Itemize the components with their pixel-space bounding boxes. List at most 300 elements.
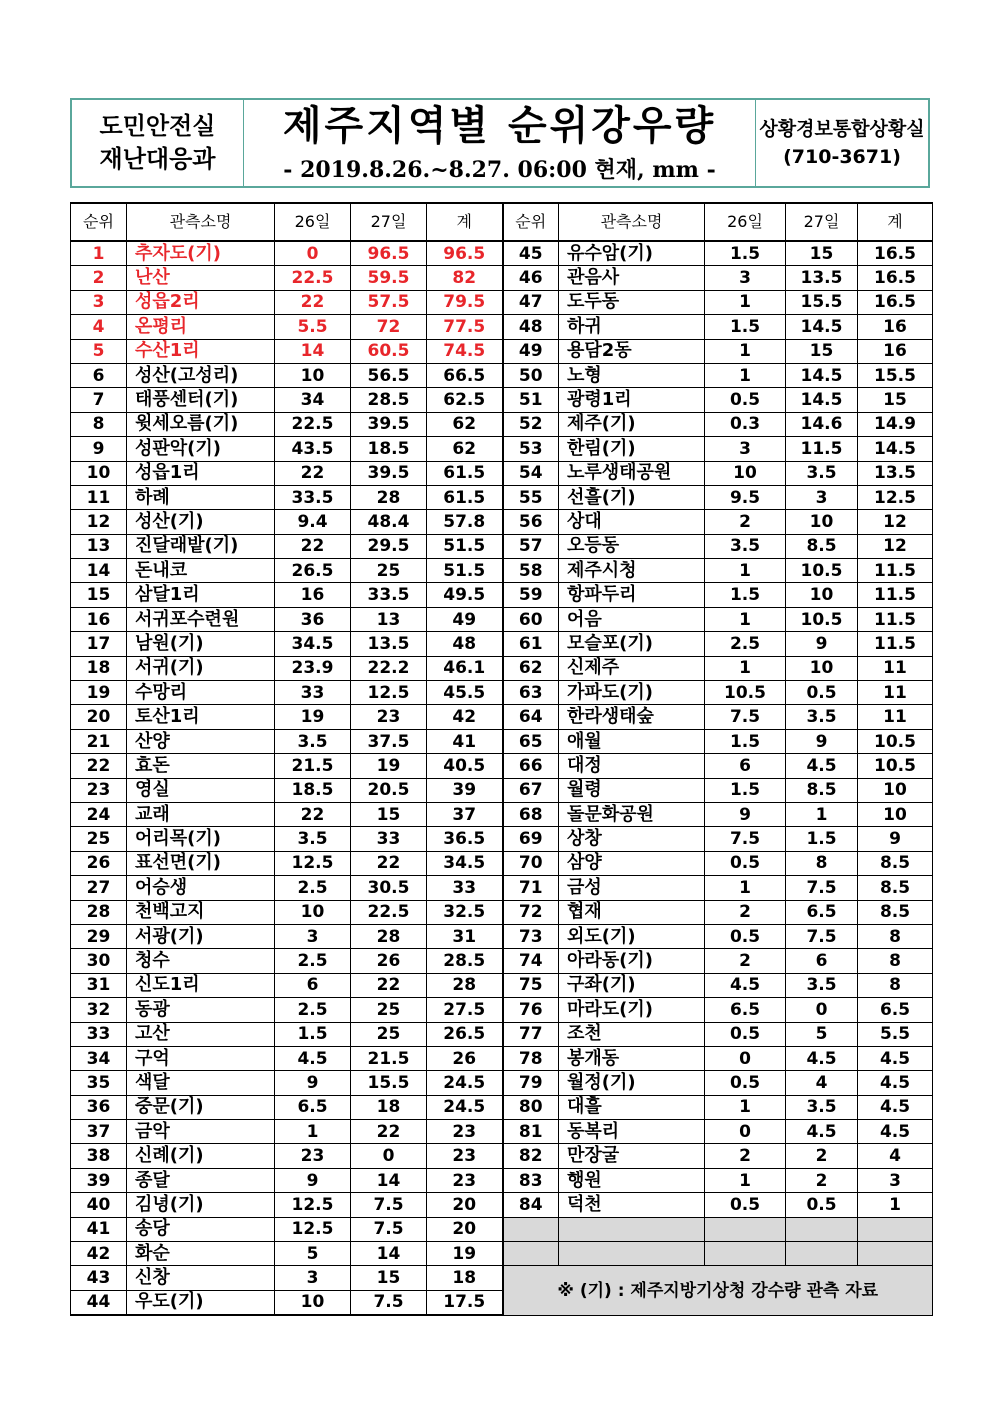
right-d26-cell: 0.3 bbox=[705, 412, 786, 436]
left-station-cell: 어리목(기) bbox=[127, 827, 275, 851]
right-d26-cell: 2 bbox=[705, 510, 786, 534]
right-d27-cell: 3.5 bbox=[786, 973, 858, 997]
blank-cell bbox=[705, 1217, 786, 1241]
report-subtitle: - 2019.8.26.~8.27. 06:00 현재, mm - bbox=[283, 156, 716, 183]
left-station-cell: 종달 bbox=[127, 1168, 275, 1192]
left-station-cell: 태풍센터(기) bbox=[127, 388, 275, 412]
left-total-cell: 48 bbox=[427, 632, 503, 656]
left-d27-cell: 14 bbox=[351, 1168, 427, 1192]
left-station-cell: 교래 bbox=[127, 802, 275, 826]
right-total-cell: 16 bbox=[858, 315, 933, 339]
right-station-cell: 용담2동 bbox=[559, 339, 705, 363]
table-row bbox=[71, 1242, 933, 1266]
left-rank-cell: 19 bbox=[71, 681, 127, 705]
right-d26-cell: 9 bbox=[705, 802, 786, 826]
table-row bbox=[71, 1022, 933, 1046]
right-station-cell: 상대 bbox=[559, 510, 705, 534]
table-row bbox=[71, 412, 933, 436]
table-row bbox=[71, 1046, 933, 1070]
table-row bbox=[71, 681, 933, 705]
left-rank-cell: 3 bbox=[71, 290, 127, 314]
left-rank-cell: 26 bbox=[71, 851, 127, 875]
left-d26-cell: 9 bbox=[275, 1168, 351, 1192]
right-d27-cell: 4.5 bbox=[786, 1120, 858, 1144]
left-d26-cell: 19 bbox=[275, 705, 351, 729]
right-total-cell: 8.5 bbox=[858, 876, 933, 900]
right-d26-cell: 2 bbox=[705, 949, 786, 973]
right-rank-cell: 52 bbox=[503, 412, 559, 436]
right-d26-cell: 0.5 bbox=[705, 851, 786, 875]
left-total-cell: 18 bbox=[427, 1266, 503, 1290]
left-total-cell: 62 bbox=[427, 437, 503, 461]
left-rank-cell: 4 bbox=[71, 315, 127, 339]
right-d27-cell: 14.5 bbox=[786, 363, 858, 387]
left-d26-cell: 22 bbox=[275, 534, 351, 558]
right-station-cell: 협재 bbox=[559, 900, 705, 924]
right-rank-cell: 51 bbox=[503, 388, 559, 412]
right-rank-cell: 78 bbox=[503, 1046, 559, 1070]
left-d27-cell: 7.5 bbox=[351, 1193, 427, 1217]
right-d27-cell: 3 bbox=[786, 485, 858, 509]
left-d26-cell: 2.5 bbox=[275, 949, 351, 973]
right-d27-cell: 8 bbox=[786, 851, 858, 875]
right-total-cell: 14.5 bbox=[858, 437, 933, 461]
report-title: 제주지역별 순위강우량 bbox=[282, 102, 717, 149]
left-rank-cell: 14 bbox=[71, 559, 127, 583]
left-rank-cell: 17 bbox=[71, 632, 127, 656]
table-row bbox=[71, 802, 933, 826]
left-rank-cell: 12 bbox=[71, 510, 127, 534]
right-total-cell: 8 bbox=[858, 973, 933, 997]
right-d26-cell: 6 bbox=[705, 754, 786, 778]
left-d26-cell: 9 bbox=[275, 1071, 351, 1095]
left-total-cell: 32.5 bbox=[427, 900, 503, 924]
left-d26-cell: 6.5 bbox=[275, 1095, 351, 1119]
right-station-cell: 항파두리 bbox=[559, 583, 705, 607]
right-total-cell: 11.5 bbox=[858, 632, 933, 656]
left-station-cell: 표선면(기) bbox=[127, 851, 275, 875]
left-station-cell: 김녕(기) bbox=[127, 1193, 275, 1217]
right-d27-cell: 10 bbox=[786, 656, 858, 680]
left-total-cell: 26.5 bbox=[427, 1022, 503, 1046]
left-d27-cell: 72 bbox=[351, 315, 427, 339]
right-rank-cell: 55 bbox=[503, 485, 559, 509]
right-d27-cell: 0.5 bbox=[786, 1193, 858, 1217]
left-total-cell: 24.5 bbox=[427, 1071, 503, 1095]
table-row bbox=[71, 388, 933, 412]
left-rank-cell: 23 bbox=[71, 778, 127, 802]
left-d26-cell: 22.5 bbox=[275, 412, 351, 436]
right-total-cell: 11 bbox=[858, 681, 933, 705]
left-total-cell: 24.5 bbox=[427, 1095, 503, 1119]
right-rank-cell: 76 bbox=[503, 998, 559, 1022]
blank-cell bbox=[858, 1217, 933, 1241]
right-total-cell: 8.5 bbox=[858, 851, 933, 875]
table-row bbox=[71, 485, 933, 509]
right-station-cell: 광령1리 bbox=[559, 388, 705, 412]
right-rank-cell: 61 bbox=[503, 632, 559, 656]
table-row bbox=[71, 241, 933, 266]
left-d26-cell: 12.5 bbox=[275, 1193, 351, 1217]
left-rank-cell: 7 bbox=[71, 388, 127, 412]
left-station-cell: 성산(기) bbox=[127, 510, 275, 534]
left-total-cell: 40.5 bbox=[427, 754, 503, 778]
left-d27-cell: 21.5 bbox=[351, 1046, 427, 1070]
right-total-cell: 8 bbox=[858, 949, 933, 973]
table-row bbox=[71, 510, 933, 534]
left-total-cell: 37 bbox=[427, 802, 503, 826]
right-rank-cell: 59 bbox=[503, 583, 559, 607]
left-d27-cell: 28 bbox=[351, 924, 427, 948]
left-d27-cell: 19 bbox=[351, 754, 427, 778]
right-station-cell: 선흘(기) bbox=[559, 485, 705, 509]
left-total-cell: 51.5 bbox=[427, 559, 503, 583]
left-d27-cell: 15 bbox=[351, 802, 427, 826]
left-station-cell: 수산1리 bbox=[127, 339, 275, 363]
right-d27-cell: 0 bbox=[786, 998, 858, 1022]
right-station-cell: 모슬포(기) bbox=[559, 632, 705, 656]
right-d27-cell: 10 bbox=[786, 583, 858, 607]
right-station-cell: 노형 bbox=[559, 363, 705, 387]
right-d26-cell: 7.5 bbox=[705, 827, 786, 851]
right-d27-cell: 15 bbox=[786, 339, 858, 363]
left-station-cell: 서귀포수련원 bbox=[127, 607, 275, 631]
right-rank-cell: 56 bbox=[503, 510, 559, 534]
right-d27-cell: 8.5 bbox=[786, 778, 858, 802]
left-d27-cell: 22.2 bbox=[351, 656, 427, 680]
right-d27-cell: 4.5 bbox=[786, 754, 858, 778]
left-total-cell: 49 bbox=[427, 607, 503, 631]
blank-cell bbox=[503, 1217, 559, 1241]
right-d26-cell: 0.5 bbox=[705, 1071, 786, 1095]
left-rank-cell: 33 bbox=[71, 1022, 127, 1046]
table-row bbox=[71, 559, 933, 583]
right-rank-cell: 72 bbox=[503, 900, 559, 924]
right-total-cell: 4.5 bbox=[858, 1120, 933, 1144]
left-rank-cell: 30 bbox=[71, 949, 127, 973]
right-d26-cell: 6.5 bbox=[705, 998, 786, 1022]
right-total-cell: 15.5 bbox=[858, 363, 933, 387]
left-rank-cell: 32 bbox=[71, 998, 127, 1022]
left-d26-cell: 6 bbox=[275, 973, 351, 997]
right-d27-cell: 14.5 bbox=[786, 388, 858, 412]
col-d27-left: 27일 bbox=[351, 203, 427, 241]
right-station-cell: 대흘 bbox=[559, 1095, 705, 1119]
table-row bbox=[71, 1120, 933, 1144]
col-total-right: 계 bbox=[858, 203, 933, 241]
right-rank-cell: 67 bbox=[503, 778, 559, 802]
left-d26-cell: 3.5 bbox=[275, 827, 351, 851]
right-d26-cell: 0.5 bbox=[705, 924, 786, 948]
left-d27-cell: 18 bbox=[351, 1095, 427, 1119]
left-total-cell: 61.5 bbox=[427, 485, 503, 509]
left-station-cell: 추자도(기) bbox=[127, 241, 275, 266]
right-station-cell: 조천 bbox=[559, 1022, 705, 1046]
left-d26-cell: 12.5 bbox=[275, 1217, 351, 1241]
right-station-cell: 어음 bbox=[559, 607, 705, 631]
left-station-cell: 성산(고성리) bbox=[127, 363, 275, 387]
left-station-cell: 효돈 bbox=[127, 754, 275, 778]
table-row bbox=[71, 534, 933, 558]
left-d26-cell: 10 bbox=[275, 900, 351, 924]
left-total-cell: 62.5 bbox=[427, 388, 503, 412]
right-d27-cell: 9 bbox=[786, 632, 858, 656]
right-total-cell: 16 bbox=[858, 339, 933, 363]
left-d27-cell: 13.5 bbox=[351, 632, 427, 656]
left-d27-cell: 7.5 bbox=[351, 1217, 427, 1241]
table-row bbox=[71, 1095, 933, 1119]
col-total-left: 계 bbox=[427, 203, 503, 241]
right-d26-cell: 2 bbox=[705, 900, 786, 924]
right-d26-cell: 3 bbox=[705, 266, 786, 290]
contact-box bbox=[755, 100, 928, 186]
left-station-cell: 신례(기) bbox=[127, 1144, 275, 1168]
left-d27-cell: 12.5 bbox=[351, 681, 427, 705]
right-rank-cell: 63 bbox=[503, 681, 559, 705]
left-rank-cell: 9 bbox=[71, 437, 127, 461]
right-rank-cell: 65 bbox=[503, 729, 559, 753]
right-station-cell: 동복리 bbox=[559, 1120, 705, 1144]
right-station-cell: 상창 bbox=[559, 827, 705, 851]
left-d26-cell: 9.4 bbox=[275, 510, 351, 534]
right-rank-cell: 84 bbox=[503, 1193, 559, 1217]
left-station-cell: 어승생 bbox=[127, 876, 275, 900]
table-row bbox=[71, 949, 933, 973]
left-rank-cell: 20 bbox=[71, 705, 127, 729]
left-d27-cell: 33.5 bbox=[351, 583, 427, 607]
right-d26-cell: 4.5 bbox=[705, 973, 786, 997]
blank-cell bbox=[559, 1217, 705, 1241]
right-d26-cell: 2.5 bbox=[705, 632, 786, 656]
left-d26-cell: 22.5 bbox=[275, 266, 351, 290]
left-d26-cell: 22 bbox=[275, 461, 351, 485]
left-total-cell: 42 bbox=[427, 705, 503, 729]
col-d26-left: 26일 bbox=[275, 203, 351, 241]
department-line2: 재난대응과 bbox=[99, 145, 216, 173]
right-total-cell: 6.5 bbox=[858, 998, 933, 1022]
left-d27-cell: 15.5 bbox=[351, 1071, 427, 1095]
right-d27-cell: 11.5 bbox=[786, 437, 858, 461]
left-total-cell: 49.5 bbox=[427, 583, 503, 607]
table-row bbox=[71, 632, 933, 656]
right-station-cell: 애월 bbox=[559, 729, 705, 753]
left-d27-cell: 14 bbox=[351, 1242, 427, 1266]
left-rank-cell: 25 bbox=[71, 827, 127, 851]
left-station-cell: 돈내코 bbox=[127, 559, 275, 583]
left-station-cell: 성판악(기) bbox=[127, 437, 275, 461]
right-d27-cell: 10.5 bbox=[786, 607, 858, 631]
right-station-cell: 한림(기) bbox=[559, 437, 705, 461]
left-rank-cell: 24 bbox=[71, 802, 127, 826]
left-total-cell: 62 bbox=[427, 412, 503, 436]
right-station-cell: 제주시청 bbox=[559, 559, 705, 583]
right-rank-cell: 71 bbox=[503, 876, 559, 900]
table-row bbox=[71, 656, 933, 680]
left-d27-cell: 25 bbox=[351, 559, 427, 583]
right-station-cell: 덕천 bbox=[559, 1193, 705, 1217]
table-row bbox=[71, 1266, 933, 1290]
left-rank-cell: 36 bbox=[71, 1095, 127, 1119]
left-total-cell: 79.5 bbox=[427, 290, 503, 314]
right-d26-cell: 1 bbox=[705, 607, 786, 631]
left-total-cell: 19 bbox=[427, 1242, 503, 1266]
right-total-cell: 1 bbox=[858, 1193, 933, 1217]
right-rank-cell: 80 bbox=[503, 1095, 559, 1119]
right-d26-cell: 1 bbox=[705, 339, 786, 363]
left-total-cell: 17.5 bbox=[427, 1290, 503, 1315]
left-total-cell: 66.5 bbox=[427, 363, 503, 387]
table-row bbox=[71, 583, 933, 607]
table-header-row bbox=[71, 203, 933, 241]
right-total-cell: 11 bbox=[858, 705, 933, 729]
right-station-cell: 봉개동 bbox=[559, 1046, 705, 1070]
right-total-cell: 11 bbox=[858, 656, 933, 680]
right-d27-cell: 14.5 bbox=[786, 315, 858, 339]
right-station-cell: 제주(기) bbox=[559, 412, 705, 436]
col-rank-left: 순위 bbox=[71, 203, 127, 241]
table-row bbox=[71, 754, 933, 778]
left-d27-cell: 20.5 bbox=[351, 778, 427, 802]
left-station-cell: 영실 bbox=[127, 778, 275, 802]
left-station-cell: 고산 bbox=[127, 1022, 275, 1046]
right-rank-cell: 58 bbox=[503, 559, 559, 583]
right-station-cell: 아라동(기) bbox=[559, 949, 705, 973]
left-station-cell: 색달 bbox=[127, 1071, 275, 1095]
right-total-cell: 11.5 bbox=[858, 559, 933, 583]
right-d26-cell: 0.5 bbox=[705, 1022, 786, 1046]
left-d26-cell: 2.5 bbox=[275, 876, 351, 900]
left-total-cell: 28.5 bbox=[427, 949, 503, 973]
right-rank-cell: 62 bbox=[503, 656, 559, 680]
left-d27-cell: 39.5 bbox=[351, 412, 427, 436]
right-d27-cell: 0.5 bbox=[786, 681, 858, 705]
right-d26-cell: 1 bbox=[705, 290, 786, 314]
right-station-cell: 월령 bbox=[559, 778, 705, 802]
left-station-cell: 신도1리 bbox=[127, 973, 275, 997]
table-row bbox=[71, 1217, 933, 1241]
right-d26-cell: 1 bbox=[705, 363, 786, 387]
table-row bbox=[71, 851, 933, 875]
left-rank-cell: 1 bbox=[71, 241, 127, 266]
left-d26-cell: 34 bbox=[275, 388, 351, 412]
right-station-cell: 관음사 bbox=[559, 266, 705, 290]
right-station-cell: 도두동 bbox=[559, 290, 705, 314]
right-d26-cell: 7.5 bbox=[705, 705, 786, 729]
right-rank-cell: 53 bbox=[503, 437, 559, 461]
left-d27-cell: 57.5 bbox=[351, 290, 427, 314]
left-station-cell: 토산1리 bbox=[127, 705, 275, 729]
left-station-cell: 난산 bbox=[127, 266, 275, 290]
right-d27-cell: 1 bbox=[786, 802, 858, 826]
left-d27-cell: 22.5 bbox=[351, 900, 427, 924]
left-d27-cell: 15 bbox=[351, 1266, 427, 1290]
left-rank-cell: 41 bbox=[71, 1217, 127, 1241]
left-station-cell: 윗세오름(기) bbox=[127, 412, 275, 436]
table-row bbox=[71, 339, 933, 363]
right-d26-cell: 1 bbox=[705, 559, 786, 583]
left-station-cell: 진달래밭(기) bbox=[127, 534, 275, 558]
left-station-cell: 금악 bbox=[127, 1120, 275, 1144]
right-total-cell: 3 bbox=[858, 1168, 933, 1192]
left-station-cell: 서귀(기) bbox=[127, 656, 275, 680]
left-d27-cell: 25 bbox=[351, 1022, 427, 1046]
left-d26-cell: 3.5 bbox=[275, 729, 351, 753]
left-rank-cell: 44 bbox=[71, 1290, 127, 1315]
left-station-cell: 청수 bbox=[127, 949, 275, 973]
left-d26-cell: 5.5 bbox=[275, 315, 351, 339]
right-d27-cell: 8.5 bbox=[786, 534, 858, 558]
left-rank-cell: 22 bbox=[71, 754, 127, 778]
right-total-cell: 11.5 bbox=[858, 583, 933, 607]
right-d26-cell: 1.5 bbox=[705, 583, 786, 607]
left-total-cell: 74.5 bbox=[427, 339, 503, 363]
table-row bbox=[71, 924, 933, 948]
right-total-cell: 4.5 bbox=[858, 1046, 933, 1070]
right-d26-cell: 10.5 bbox=[705, 681, 786, 705]
left-rank-cell: 42 bbox=[71, 1242, 127, 1266]
left-total-cell: 96.5 bbox=[427, 241, 503, 266]
right-total-cell: 11.5 bbox=[858, 607, 933, 631]
right-d27-cell: 3.5 bbox=[786, 461, 858, 485]
left-total-cell: 34.5 bbox=[427, 851, 503, 875]
report-header bbox=[70, 98, 930, 188]
left-total-cell: 82 bbox=[427, 266, 503, 290]
left-d27-cell: 22 bbox=[351, 851, 427, 875]
left-station-cell: 구억 bbox=[127, 1046, 275, 1070]
left-rank-cell: 31 bbox=[71, 973, 127, 997]
left-d26-cell: 21.5 bbox=[275, 754, 351, 778]
left-rank-cell: 38 bbox=[71, 1144, 127, 1168]
left-total-cell: 20 bbox=[427, 1193, 503, 1217]
right-d27-cell: 14.6 bbox=[786, 412, 858, 436]
col-station-left: 관측소명 bbox=[127, 203, 275, 241]
left-total-cell: 36.5 bbox=[427, 827, 503, 851]
right-station-cell: 만장굴 bbox=[559, 1144, 705, 1168]
right-d26-cell: 0 bbox=[705, 1120, 786, 1144]
left-d26-cell: 3 bbox=[275, 924, 351, 948]
right-rank-cell: 49 bbox=[503, 339, 559, 363]
left-d26-cell: 0 bbox=[275, 241, 351, 266]
right-total-cell: 10 bbox=[858, 802, 933, 826]
right-rank-cell: 66 bbox=[503, 754, 559, 778]
right-d27-cell: 13.5 bbox=[786, 266, 858, 290]
left-d27-cell: 48.4 bbox=[351, 510, 427, 534]
table-row bbox=[71, 266, 933, 290]
right-station-cell: 월정(기) bbox=[559, 1071, 705, 1095]
left-total-cell: 23 bbox=[427, 1144, 503, 1168]
left-station-cell: 삼달1리 bbox=[127, 583, 275, 607]
right-rank-cell: 77 bbox=[503, 1022, 559, 1046]
left-station-cell: 화순 bbox=[127, 1242, 275, 1266]
left-rank-cell: 8 bbox=[71, 412, 127, 436]
right-rank-cell: 82 bbox=[503, 1144, 559, 1168]
left-station-cell: 천백고지 bbox=[127, 900, 275, 924]
right-total-cell: 5.5 bbox=[858, 1022, 933, 1046]
right-d26-cell: 10 bbox=[705, 461, 786, 485]
left-total-cell: 57.8 bbox=[427, 510, 503, 534]
left-d26-cell: 10 bbox=[275, 363, 351, 387]
table-row bbox=[71, 705, 933, 729]
left-d27-cell: 96.5 bbox=[351, 241, 427, 266]
left-rank-cell: 37 bbox=[71, 1120, 127, 1144]
right-d26-cell: 1.5 bbox=[705, 241, 786, 266]
left-d27-cell: 22 bbox=[351, 1120, 427, 1144]
right-d26-cell: 1 bbox=[705, 876, 786, 900]
table-row bbox=[71, 1071, 933, 1095]
left-total-cell: 41 bbox=[427, 729, 503, 753]
right-station-cell: 가파도(기) bbox=[559, 681, 705, 705]
right-rank-cell: 60 bbox=[503, 607, 559, 631]
